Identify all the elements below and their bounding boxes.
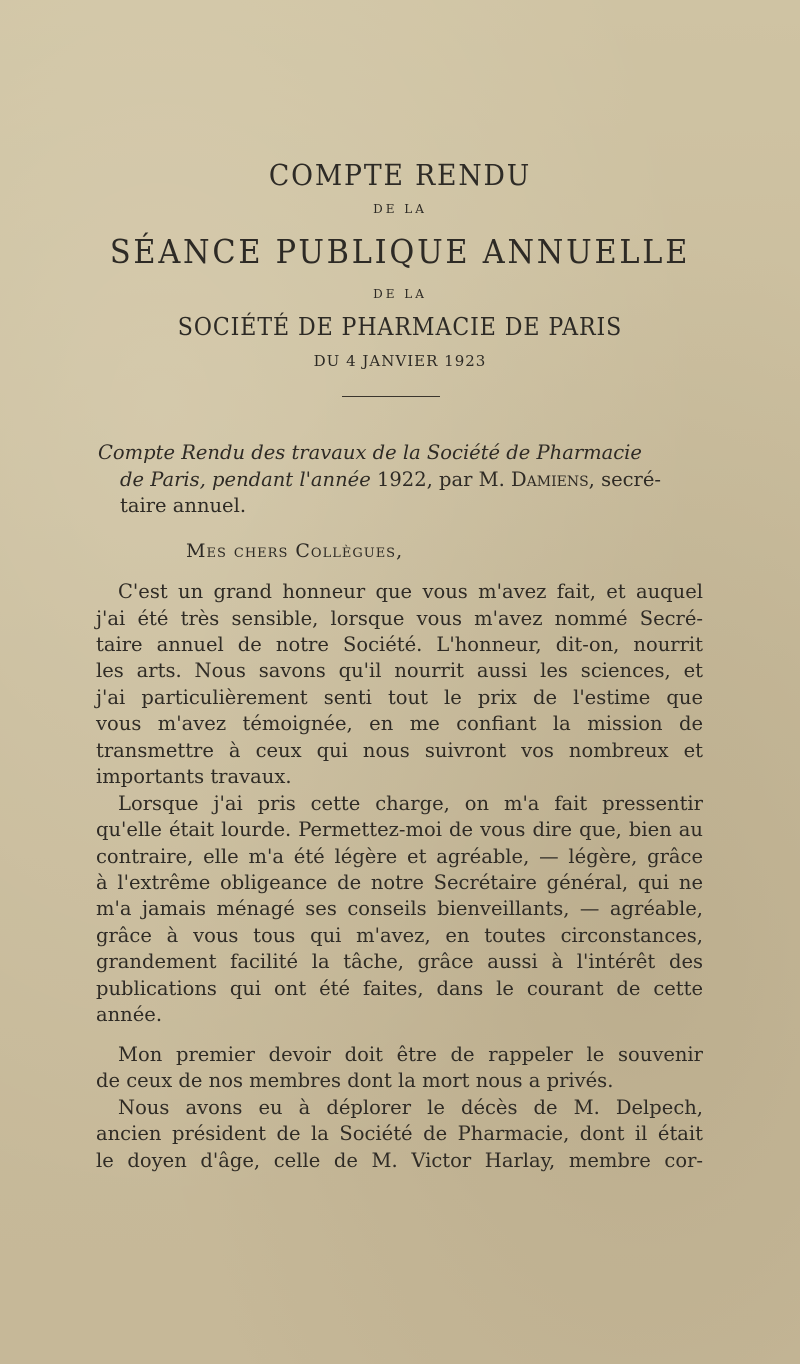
intro-line-2-a: de Paris, pendant l'année (120, 468, 377, 491)
body-line: année. (96, 1003, 163, 1026)
body-line: m'a jamais ménagé ses conseils bienveillants, — agréable, (96, 897, 703, 920)
body-line: transmettre à ceux qui nous suivront vos nombreux et (96, 739, 703, 762)
intro-year: 1922 (376, 468, 427, 491)
body-line: grâce à vous tous qui m'avez, en toutes circonstances, (96, 924, 703, 947)
page-subtitle: SÉANCE PUBLIQUE ANNUELLE (109, 232, 691, 271)
society-name: SOCIÉTÉ DE PHARMACIE DE PARIS (177, 313, 623, 341)
salutation: Mes chers Collègues, (186, 540, 404, 562)
intro-line-2-b: , par M. (426, 468, 511, 491)
body-line: Mon premier devoir doit être de rappeler le souvenir (118, 1043, 703, 1066)
connector-de-la-1: DE LA (373, 202, 427, 216)
body-line: C'est un grand honneur que vous m'avez fait, et auquel (118, 580, 703, 603)
body-line: à l'extrême obligeance de notre Secrétaire général, qui ne (96, 871, 703, 894)
body-line: qu'elle était lourde. Permettez-moi de vous dire que, bien au (96, 818, 703, 841)
body-line: ancien président de la Société de Pharmacie, dont il était (96, 1122, 703, 1145)
body-line: vous m'avez témoignée, en me confiant la mission de (96, 712, 703, 735)
body-line: contraire, elle m'a été légère et agréable, — légère, grâce (96, 845, 703, 868)
intro-line-2-c: , secré- (588, 468, 661, 491)
body-line: grandement facilité la tâche, grâce aussi à l'intérêt des (96, 950, 703, 973)
body-line: les arts. Nous savons qu'il nourrit aussi les sciences, et (96, 659, 703, 682)
connector-de-la-2: DE LA (373, 287, 427, 301)
intro-line-3: taire annuel. (120, 494, 247, 517)
intro-line-1: Compte Rendu des travaux de la Société de Pharmacie (98, 441, 642, 464)
body-line: Nous avons eu à déplorer le décès de M. Delpech, (118, 1096, 703, 1119)
body-line: j'ai particulièrement senti tout le prix de l'estime que (96, 686, 703, 709)
body-line: importants travaux. (96, 765, 292, 788)
title-divider (342, 396, 440, 397)
session-date: DU 4 JANVIER 1923 (313, 352, 487, 370)
body-line: de ceux de nos membres dont la mort nous a privés. (96, 1069, 614, 1092)
body-line: taire annuel de notre Société. L'honneur, dit-on, nourrit (96, 633, 703, 656)
body-line: Lorsque j'ai pris cette charge, on m'a fait pressentir (118, 792, 703, 815)
author-name: Damiens (511, 468, 589, 491)
body-line: publications qui ont été faites, dans le courant de cette (96, 977, 703, 1000)
intro-line-2 (120, 467, 661, 493)
body-line: le doyen d'âge, celle de M. Victor Harlay, membre cor- (96, 1149, 703, 1172)
body-line: j'ai été très sensible, lorsque vous m'avez nommé Secré- (96, 607, 703, 630)
page-title: COMPTE RENDU (268, 158, 532, 192)
